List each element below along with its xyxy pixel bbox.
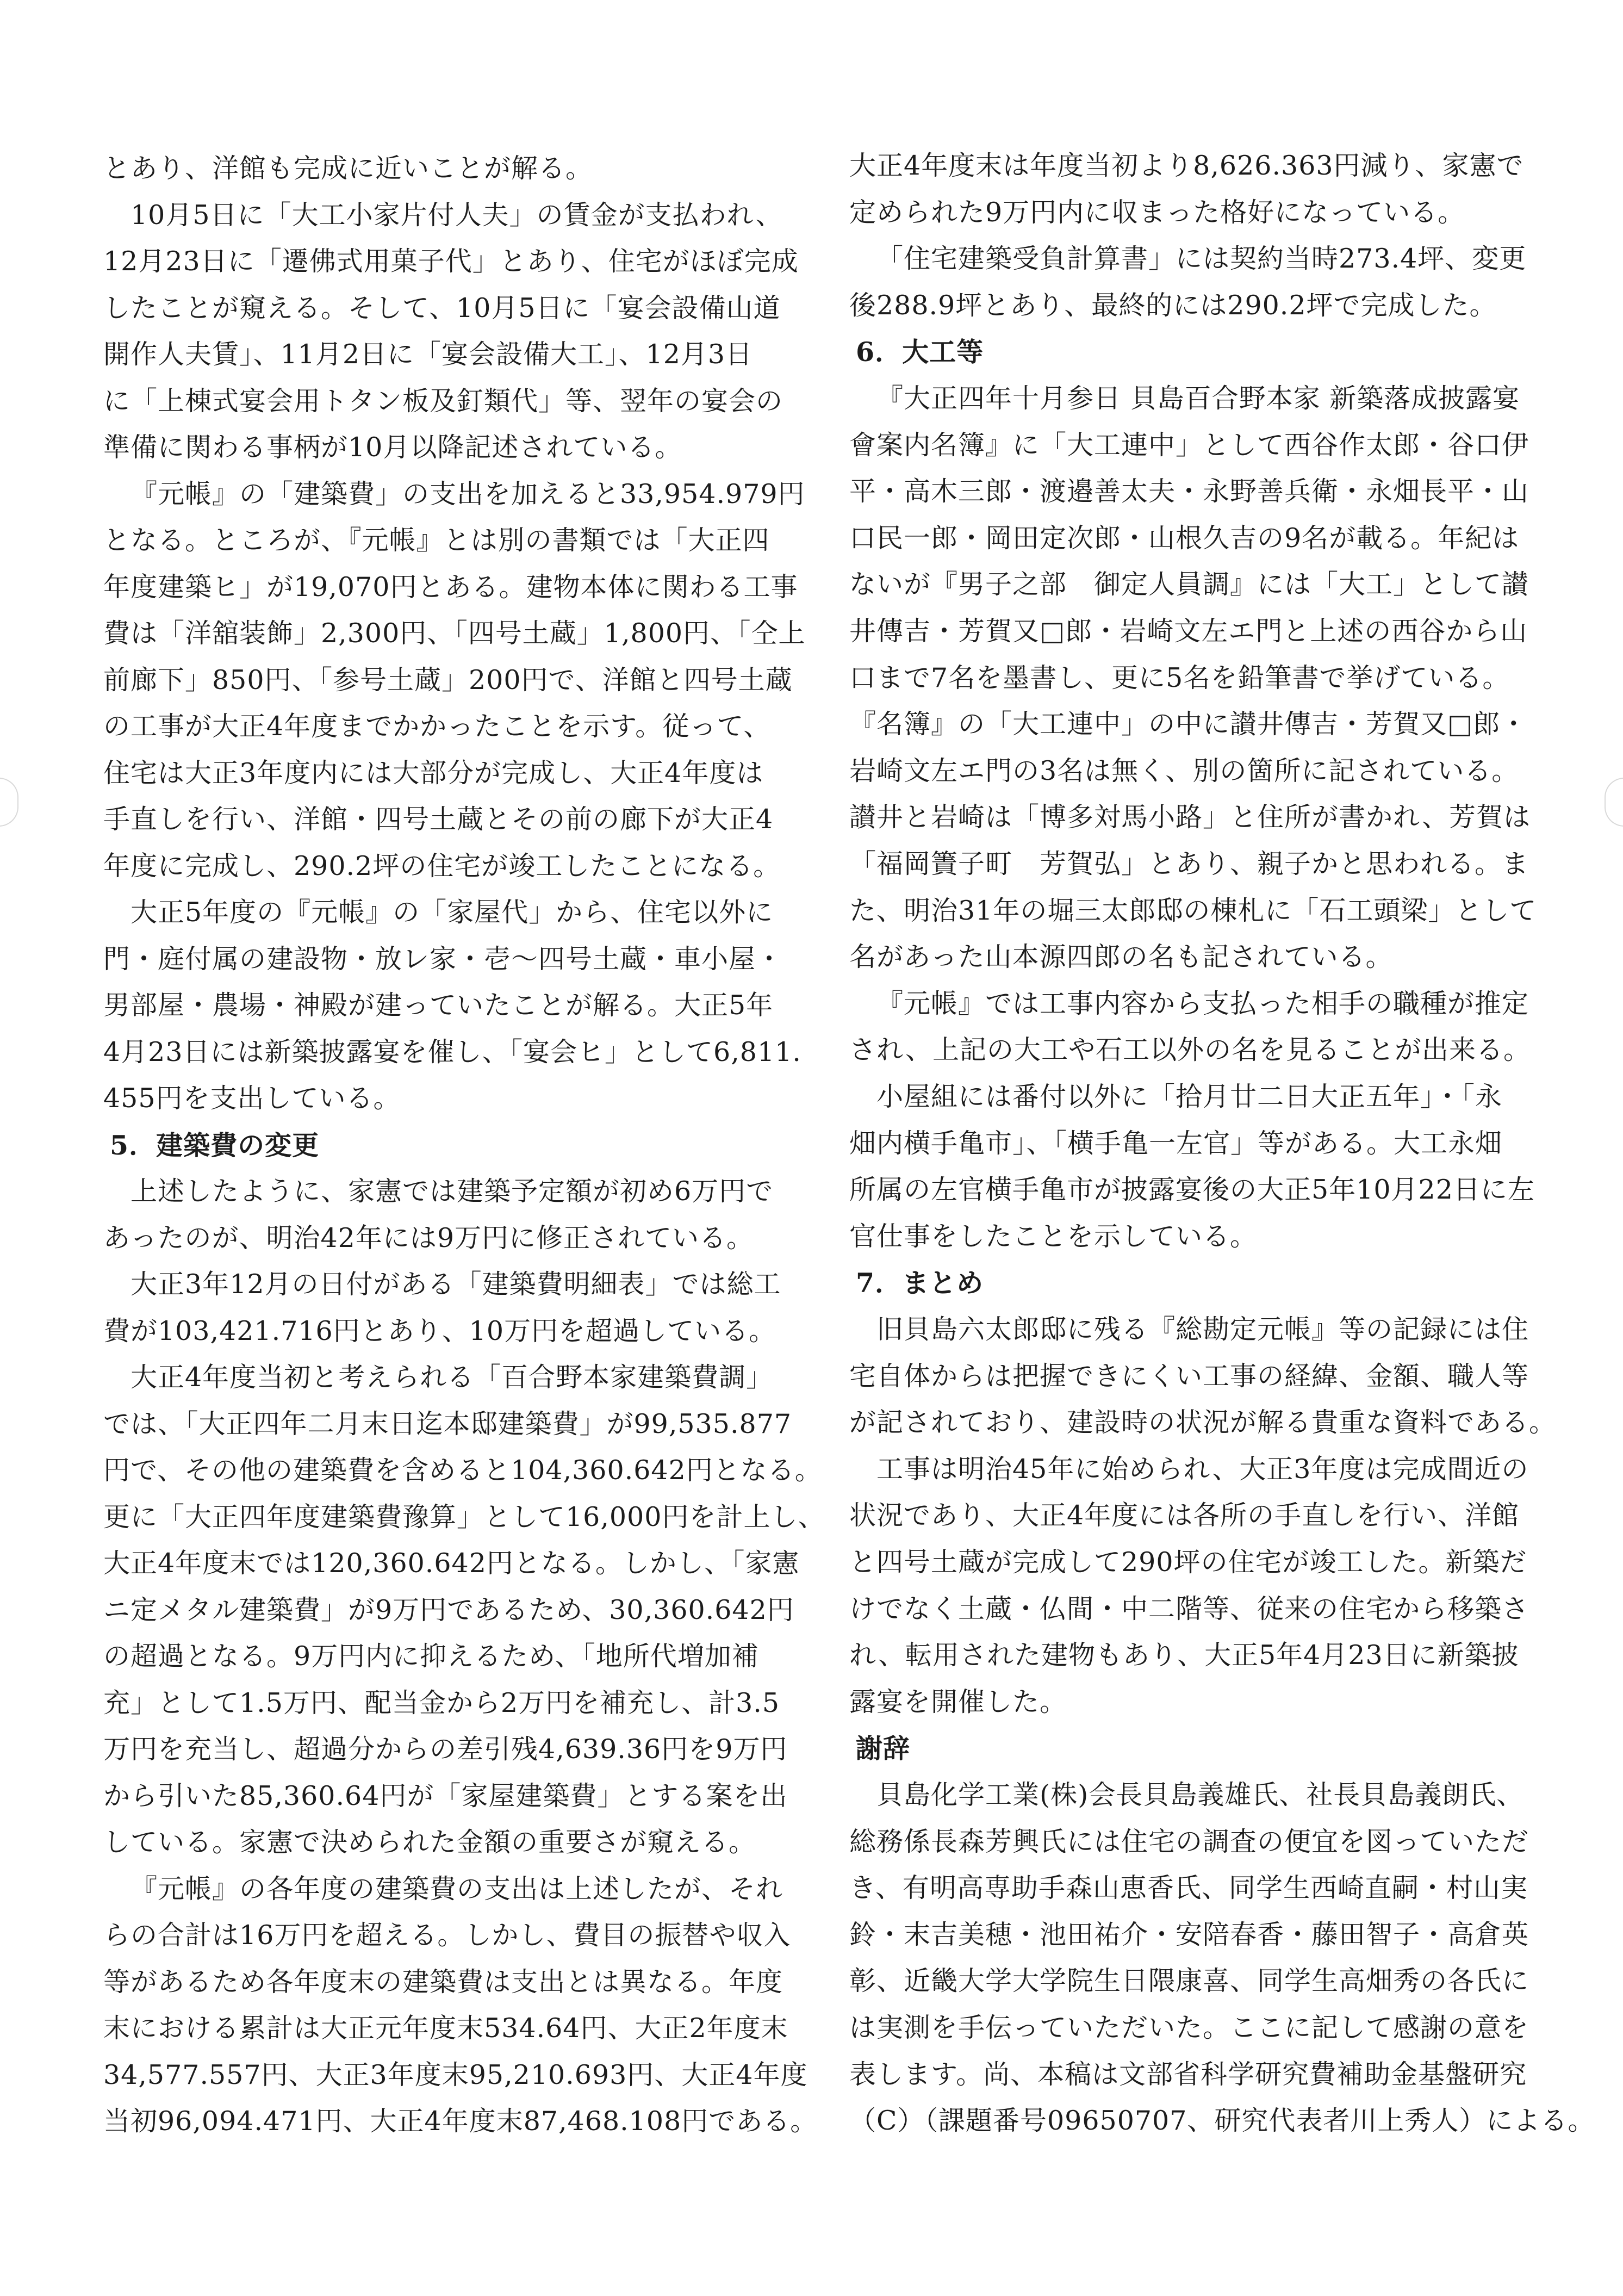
- text-line: 門・庭付属の建設物・放レ家・壱〜四号土蔵・車小屋・: [103, 943, 783, 975]
- binding-hole-right: [1605, 778, 1623, 827]
- text-line: 準備に関わる事柄が10月以降記述されている。: [103, 432, 682, 463]
- text-line: 『名簿』の「大工連中」の中に讃井傳吉・芳賀又□郎・: [849, 709, 1528, 740]
- text-line: 所属の左官横手亀市が披露宴後の大正5年10月22日に左: [849, 1174, 1535, 1206]
- text-line: から引いた85,360.64円が「家屋建築費」とする案を出: [103, 1780, 788, 1811]
- text-line: 大正5年度の『元帳』の「家屋代」から、住宅以外に: [130, 897, 774, 928]
- text-line: 455円を支出している。: [103, 1083, 401, 1114]
- text-line: 名があった山本源四郎の名も記されている。: [849, 941, 1393, 973]
- text-line: 上述したように、家憲では建築予定額が初め6万円で: [130, 1176, 774, 1207]
- text-line: したことが窺える。そして、10月5日に「宴会設備山道: [103, 292, 781, 324]
- text-line: に「上棟式宴会用トタン板及釘類代」等、翌年の宴会の: [103, 385, 783, 417]
- text-line: 年度に完成し、290.2坪の住宅が竣工したことになる。: [103, 850, 781, 882]
- text-line: 充」として1.5万円、配当金から2万円を補充し、計3.5: [103, 1687, 780, 1718]
- text-line: 末における累計は大正元年度末534.64円、大正2年度末: [103, 2013, 788, 2044]
- text-line: 『元帳』の「建築費」の支出を加えると33,954.979円: [130, 478, 805, 510]
- text-line: 更に「大正四年度建築費豫算」として16,000円を計上し、: [103, 1501, 825, 1532]
- text-line: 当初96,094.471円、大正4年度末87,468.108円である。: [103, 2106, 818, 2137]
- text-line: とあり、洋館も完成に近いことが解る。: [103, 153, 593, 184]
- text-line: 大正4年度当初と考えられる「百合野本家建築費調」: [130, 1362, 774, 1393]
- text-line: 等があるため各年度末の建築費は支出とは異なる。年度: [103, 1966, 783, 1997]
- text-line: 『元帳』では工事内容から支払った相手の職種が推定: [876, 988, 1529, 1019]
- text-line: 旧貝島六太郎邸に残る『総勘定元帳』等の記録には住: [876, 1314, 1529, 1345]
- text-line: ニ定メタル建築費」が9万円であるため、30,360.642円: [103, 1594, 794, 1625]
- text-line: 『大正四年十月参日 貝島百合野本家 新築落成披露宴: [876, 383, 1520, 414]
- text-line: ないが『男子之部 御定人員調』には「大工」として讃: [849, 569, 1529, 600]
- text-line: 岩崎文左エ門の3名は無く、別の箇所に記されている。: [849, 755, 1519, 786]
- text-line: 會案内名簿』に「大工連中」として西谷作太郎・谷口伊: [849, 429, 1529, 461]
- text-line: となる。ところが、『元帳』とは別の書類では「大正四: [103, 525, 770, 556]
- text-line: 10月5日に「大工小家片付人夫」の賃金が支払われ、: [130, 199, 783, 231]
- text-line: 表します。尚、本稿は文部省科学研究費補助金基盤研究: [849, 2058, 1527, 2090]
- text-line: の超過となる。9万円内に抑えるため、「地所代増加補: [103, 1641, 759, 1672]
- text-line: では、「大正四年二月末日迄本邸建築費」が99,535.877: [103, 1408, 792, 1439]
- section-heading: 謝辞: [856, 1733, 911, 1765]
- section-heading: 7．まとめ: [856, 1267, 984, 1299]
- text-line: 後288.9坪とあり、最終的には290.2坪で完成した。: [849, 289, 1497, 321]
- text-line: 彰、近畿大学大学院生日隈康喜、同学生高畑秀の各氏に: [849, 1965, 1529, 1997]
- text-line: 総務係長森芳興氏には住宅の調査の便宜を図っていただ: [849, 1826, 1529, 1857]
- text-line: 年度建築ヒ」が19,070円とある。建物本体に関わる工事: [103, 571, 798, 603]
- text-line: 小屋組には番付以外に「拾月廿二日大正五年」・「永: [876, 1081, 1503, 1112]
- text-line: の工事が大正4年度までかかったことを示す。従って、: [103, 711, 771, 742]
- section-heading: 6．大工等: [856, 336, 984, 368]
- text-line: 大正4年度末では120,360.642円となる。しかし、「家憲: [103, 1548, 800, 1579]
- text-line: している。家憲で決められた金額の重要さが窺える。: [103, 1827, 756, 1858]
- text-line: 12月23日に「遷佛式用菓子代」とあり、住宅がほぼ完成: [103, 246, 799, 277]
- text-line: 『元帳』の各年度の建築費の支出は上述したが、それ: [130, 1873, 783, 1904]
- text-line: 万円を充当し、超過分からの差引残4,639.36円を9万円: [103, 1734, 788, 1765]
- text-line: 井傳吉・芳賀又□郎・岩崎文左エ門と上述の西谷から山: [849, 616, 1528, 647]
- text-line: 口民一郎・岡田定次郎・山根久吉の9名が載る。年紀は: [849, 522, 1520, 554]
- text-line: 住宅は大正3年度内には大部分が完成し、大正4年度は: [103, 757, 764, 789]
- section-heading: 5．建築費の変更: [110, 1129, 320, 1161]
- text-line: が記されており、建設時の状況が解る貴重な資料である。: [849, 1407, 1557, 1438]
- text-line: 4月23日には新築披露宴を催し、「宴会ヒ」として6,811.: [103, 1036, 801, 1068]
- text-line: けでなく土蔵・仏間・中二階等、従来の住宅から移築さ: [849, 1593, 1529, 1624]
- text-line: 手直しを行い、洋館・四号土蔵とその前の廊下が大正4: [103, 804, 774, 835]
- text-line: 大正4年度末は年度当初より8,626.363円減り、家憲で: [849, 150, 1524, 181]
- text-line: 工事は明治45年に始められ、大正3年度は完成間近の: [876, 1453, 1529, 1485]
- text-line: 定められた9万円内に収まった格好になっている。: [849, 196, 1465, 228]
- text-line: 貝島化学工業(株)会長貝島義雄氏、社長貝島義朗氏、: [876, 1779, 1524, 1810]
- text-line: 平・高木三郎・渡邉善太夫・永野善兵衛・永畑長平・山: [849, 476, 1529, 507]
- text-line: た、明治31年の堀三太郎邸の棟札に「石工頭梁」として: [849, 895, 1537, 926]
- text-line: 大正3年12月の日付がある「建築費明細表」では総工: [130, 1269, 781, 1300]
- binding-hole-left: [0, 778, 18, 827]
- text-line: 34,577.557円、大正3年度末95,210.693円、大正4年度: [103, 2059, 808, 2090]
- text-line: 露宴を開催した。: [849, 1686, 1067, 1717]
- text-line: 前廊下」850円、「参号土蔵」200円で、洋館と四号土蔵: [103, 664, 793, 696]
- text-line: れ、転用された建物もあり、大正5年4月23日に新築披: [849, 1640, 1519, 1671]
- text-line: らの合計は16万円を超える。しかし、費目の振替や収入: [103, 1920, 791, 1951]
- text-line: され、上記の大工や石工以外の名を見ることが出来る。: [849, 1034, 1531, 1066]
- text-line: 鈴・末吉美穂・池田祐介・安陪春香・藤田智子・高倉英: [849, 1919, 1529, 1950]
- text-line: （C）（課題番号09650707、研究代表者川上秀人）による。: [849, 2105, 1595, 2137]
- text-line: き、有明高専助手森山恵香氏、同学生西崎直嗣・村山実: [849, 1872, 1528, 1904]
- text-line: 宅自体からは把握できにくい工事の経緯、金額、職人等: [849, 1360, 1529, 1392]
- text-line: あったのが、明治42年には9万円に修正されている。: [103, 1222, 754, 1254]
- text-line: 「住宅建築受負計算書」には契約当時273.4坪、変更: [876, 243, 1527, 275]
- text-line: 男部屋・農場・神殿が建っていたことが解る。大正5年: [103, 990, 774, 1021]
- text-line: と四号土蔵が完成して290坪の住宅が竣工した。新築だ: [849, 1547, 1527, 1578]
- text-line: 口まで7名を墨書し、更に5名を鉛筆書で挙げている。: [849, 662, 1510, 693]
- text-line: は実測を手伝っていただいた。ここに記して感謝の意を: [849, 2012, 1529, 2043]
- text-line: 円で、その他の建築費を含めると104,360.642円となる。: [103, 1455, 822, 1486]
- text-line: 畑内横手亀市」、「横手亀一左官」等がある。大工永畑: [849, 1127, 1503, 1159]
- text-line: 費は「洋舘装飾」2,300円、「四号土蔵」1,800円、「仝上: [103, 618, 806, 649]
- text-line: 「福岡簀子町 芳賀弘」とあり、親子かと思われる。ま: [849, 848, 1529, 879]
- text-line: 官仕事をしたことを示している。: [849, 1220, 1258, 1252]
- text-line: 費が103,421.716円とあり、10万円を超過している。: [103, 1315, 776, 1346]
- text-line: 讃井と岩崎は「博多対馬小路」と住所が書かれ、芳賀は: [849, 802, 1531, 833]
- text-line: 開作人夫賃」、11月2日に「宴会設備大工」、12月3日: [103, 339, 753, 370]
- text-line: 状況であり、大正4年度には各所の手直しを行い、洋館: [849, 1500, 1520, 1531]
